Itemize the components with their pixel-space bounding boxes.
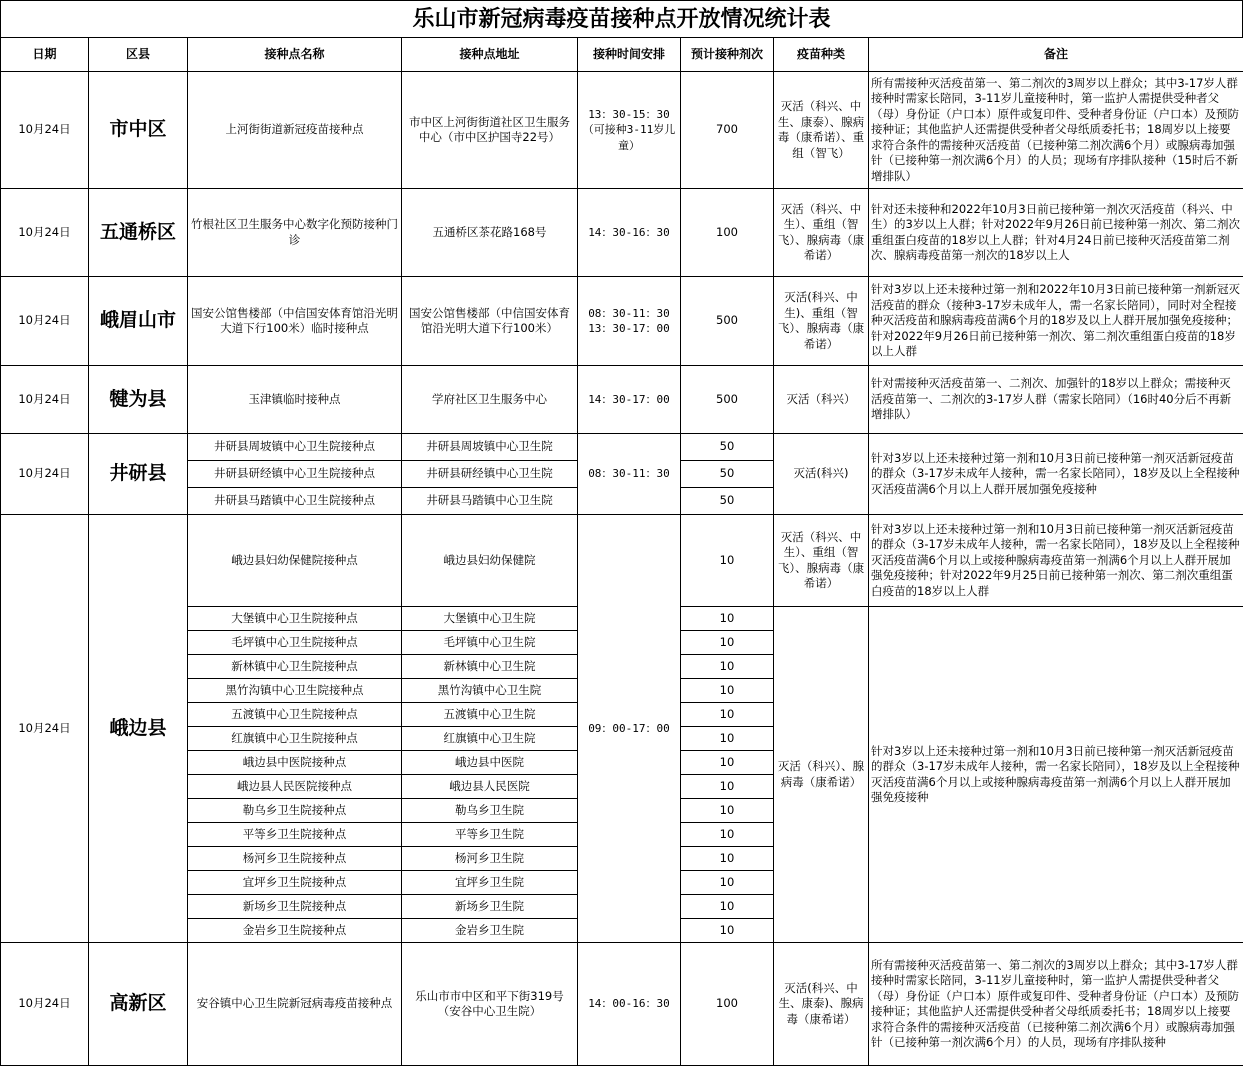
time-cell: 08：30-11：30 13：30-17：00 [578, 277, 681, 366]
doses-cell: 10 [681, 799, 774, 823]
vaccine-type-cell: 灭活（科兴）、腺病毒（康希诺） [774, 607, 869, 943]
site-address-cell: 五通桥区茶花路168号 [402, 189, 578, 277]
table-row [1, 434, 1243, 461]
site-address-cell: 峨边县中医院 [402, 751, 578, 775]
doses-cell: 10 [681, 655, 774, 679]
site-address-cell: 新林镇中心卫生院 [402, 655, 578, 679]
time-cell: 14：00-16：30 [578, 943, 681, 1066]
table-row [1, 943, 1243, 1066]
note-cell: 针对3岁以上还未接种过第一剂和10月3日前已接种第一剂灭活新冠疫苗的群众（3-17岁未成年人接种，需一名家长陪同），18岁及以上全程接种灭活疫苗满6个月以上或接种腺病毒疫苗第一剂满6个月以上人群开展加强免疫接种 [869, 607, 1243, 943]
vaccine-type-cell: 灭活（科兴、中生）、重组（智飞）、腺病毒（康希诺） [774, 189, 869, 277]
doses-cell: 10 [681, 895, 774, 919]
county-cell: 井研县 [89, 434, 188, 515]
vaccination-table [0, 37, 1243, 1066]
doses-cell: 10 [681, 871, 774, 895]
header-time: 接种时间安排 [578, 38, 681, 72]
county-cell: 犍为县 [89, 366, 188, 434]
site-address-cell: 峨边县妇幼保健院 [402, 515, 578, 607]
site-address-cell: 大堡镇中心卫生院 [402, 607, 578, 631]
site-address-cell: 毛坪镇中心卫生院 [402, 631, 578, 655]
site-name-cell: 平等乡卫生院接种点 [188, 823, 402, 847]
header-doses: 预计接种剂次 [681, 38, 774, 72]
table-row [1, 366, 1243, 434]
doses-cell: 10 [681, 847, 774, 871]
site-name-cell: 井研县研经镇中心卫生院接种点 [188, 461, 402, 488]
site-address-cell: 乐山市市中区和平下街319号（安谷中心卫生院） [402, 943, 578, 1066]
header-vaccine: 疫苗种类 [774, 38, 869, 72]
note-cell: 针对3岁以上还未接种过第一剂和2022年10月3日前已接种第一剂新冠灭活疫苗的群众（接种3-17岁未成年人，需一名家长陪同），同时对全程接种灭活疫苗和腺病毒疫苗满6个月的18岁及以上人群开展加强免疫接种；针对2022年9月26日前已接种第一剂次、第二剂次重组蛋白疫苗的18岁以上人群 [869, 277, 1243, 366]
time-cell: 09：00-17：00 [578, 515, 681, 943]
header-county: 区县 [89, 38, 188, 72]
vaccine-type-cell: 灭活（科兴、中生）、重组（智飞）、腺病毒（康希诺） [774, 515, 869, 607]
header-site-address: 接种点地址 [402, 38, 578, 72]
site-address-cell: 学府社区卫生服务中心 [402, 366, 578, 434]
date-cell: 10月24日 [1, 277, 89, 366]
site-name-cell: 杨河乡卫生院接种点 [188, 847, 402, 871]
site-name-cell: 峨边县妇幼保健院接种点 [188, 515, 402, 607]
county-cell: 市中区 [89, 72, 188, 189]
note-cell: 所有需接种灭活疫苗第一、第二剂次的3周岁以上群众；其中3-17岁人群接种时需家长陪同，3-11岁儿童接种时，第一监护人需提供受种者父（母）身份证（户口本）原件或复印件、受种者身份证（户口本）及预防接种证；其他监护人还需提供受种者父母纸质委托书；18周岁以上接要求符合条件的需接种灭活疫苗（已接种第二剂次满6个月）或腺病毒加强针（已接种第一剂次满6个月）的人员，现场有序排队接种 [869, 943, 1243, 1066]
county-cell: 峨边县 [89, 515, 188, 943]
vaccine-type-cell: 灭活（科兴、中生、康泰）、腺病毒（康希诺）、重组（智飞） [774, 72, 869, 189]
header-site-name: 接种点名称 [188, 38, 402, 72]
site-address-cell: 五渡镇中心卫生院 [402, 703, 578, 727]
doses-cell: 10 [681, 703, 774, 727]
site-address-cell: 峨边县人民医院 [402, 775, 578, 799]
site-address-cell: 新场乡卫生院 [402, 895, 578, 919]
doses-cell: 10 [681, 751, 774, 775]
doses-cell: 10 [681, 607, 774, 631]
site-name-cell: 金岩乡卫生院接种点 [188, 919, 402, 943]
doses-cell: 700 [681, 72, 774, 189]
date-cell: 10月24日 [1, 943, 89, 1066]
site-name-cell: 大堡镇中心卫生院接种点 [188, 607, 402, 631]
doses-cell: 10 [681, 631, 774, 655]
site-name-cell: 黑竹沟镇中心卫生院接种点 [188, 679, 402, 703]
date-cell: 10月24日 [1, 515, 89, 943]
site-address-cell: 平等乡卫生院 [402, 823, 578, 847]
site-name-cell: 红旗镇中心卫生院接种点 [188, 727, 402, 751]
time-cell: 08：30-11：30 [578, 434, 681, 515]
date-cell: 10月24日 [1, 189, 89, 277]
site-name-cell: 宜坪乡卫生院接种点 [188, 871, 402, 895]
site-name-cell: 峨边县人民医院接种点 [188, 775, 402, 799]
table-row [1, 515, 1243, 607]
note-cell: 所有需接种灭活疫苗第一、第二剂次的3周岁以上群众；其中3-17岁人群接种时需家长陪同，3-11岁儿童接种时，第一监护人需提供受种者父（母）身份证（户口本）原件或复印件、受种者身份证（户口本）及预防接种证；其他监护人还需提供受种者父母纸质委托书；18周岁以上接要求符合条件的需接种灭活疫苗（已接种第二剂次满6个月）或腺病毒加强针（已接种第一剂次满6个月）的人员；现场有序排队接种（15时后不新增排队） [869, 72, 1243, 189]
county-cell: 高新区 [89, 943, 188, 1066]
time-cell: 14：30-17：00 [578, 366, 681, 434]
vaccine-type-cell: 灭活(科兴、中生、康泰)、腺病毒（康希诺） [774, 943, 869, 1066]
site-address-cell: 井研县周坡镇中心卫生院 [402, 434, 578, 461]
note-cell: 针对3岁以上还未接种过第一剂和10月3日前已接种第一剂灭活新冠疫苗的群众（3-17岁未成年人接种，需一名家长陪同），18岁及以上全程接种灭活疫苗满6个月以上或接种腺病毒疫苗第一剂满6个月以上人群开展加强免疫接种；针对2022年9月25日前已接种第一剂次、第二剂次重组蛋白疫苗的18岁以上人群 [869, 515, 1243, 607]
doses-cell: 500 [681, 277, 774, 366]
header-note: 备注 [869, 38, 1243, 72]
note-cell: 针对3岁以上还未接种过第一剂和10月3日前已接种第一剂灭活新冠疫苗的群众（3-17岁未成年人接种，需一名家长陪同），18岁及以上全程接种灭活疫苗满6个月以上人群开展加强免疫接种 [869, 434, 1243, 515]
site-name-cell: 上河街街道新冠疫苗接种点 [188, 72, 402, 189]
site-name-cell: 井研县周坡镇中心卫生院接种点 [188, 434, 402, 461]
doses-cell: 500 [681, 366, 774, 434]
site-name-cell: 五渡镇中心卫生院接种点 [188, 703, 402, 727]
doses-cell: 10 [681, 919, 774, 943]
table-row [1, 72, 1243, 189]
site-name-cell: 勒乌乡卫生院接种点 [188, 799, 402, 823]
site-name-cell: 毛坪镇中心卫生院接种点 [188, 631, 402, 655]
table-row [1, 277, 1243, 366]
note-cell: 针对还未接种和2022年10月3日前已接种第一剂次灭活疫苗（科兴、中生）的3岁以上人群；针对2022年9月26日前已接种第一剂次、第二剂次重组蛋白疫苗的18岁以上人群；针对4月24日前已接种灭活疫苗第二剂次、腺病毒疫苗第一剂次的18岁以上人 [869, 189, 1243, 277]
doses-cell: 50 [681, 461, 774, 488]
doses-cell: 50 [681, 434, 774, 461]
vaccine-type-cell: 灭活（科兴） [774, 366, 869, 434]
doses-cell: 10 [681, 727, 774, 751]
site-name-cell: 玉津镇临时接种点 [188, 366, 402, 434]
site-address-cell: 井研县研经镇中心卫生院 [402, 461, 578, 488]
doses-cell: 10 [681, 775, 774, 799]
site-address-cell: 金岩乡卫生院 [402, 919, 578, 943]
site-address-cell: 井研县马踏镇中心卫生院 [402, 488, 578, 515]
doses-cell: 10 [681, 679, 774, 703]
time-cell: 14：30-16：30 [578, 189, 681, 277]
doses-cell: 100 [681, 943, 774, 1066]
date-cell: 10月24日 [1, 366, 89, 434]
table-row [1, 189, 1243, 277]
site-name-cell: 竹根社区卫生服务中心数字化预防接种门诊 [188, 189, 402, 277]
site-address-cell: 杨河乡卫生院 [402, 847, 578, 871]
table-body [1, 72, 1243, 1066]
vaccine-type-cell: 灭活(科兴、中生)、重组（智飞）、腺病毒（康希诺） [774, 277, 869, 366]
doses-cell: 10 [681, 823, 774, 847]
county-cell: 峨眉山市 [89, 277, 188, 366]
time-cell: 13：30-15：30 （可接种3-11岁儿童） [578, 72, 681, 189]
page-title: 乐山市新冠病毒疫苗接种点开放情况统计表 [0, 0, 1243, 37]
site-address-cell: 红旗镇中心卫生院 [402, 727, 578, 751]
site-name-cell: 峨边县中医院接种点 [188, 751, 402, 775]
doses-cell: 100 [681, 189, 774, 277]
date-cell: 10月24日 [1, 72, 89, 189]
doses-cell: 50 [681, 488, 774, 515]
site-name-cell: 井研县马踏镇中心卫生院接种点 [188, 488, 402, 515]
site-address-cell: 国安公馆售楼部（中信国安体育馆沿光明大道下行100米） [402, 277, 578, 366]
header-date: 日期 [1, 38, 89, 72]
note-cell: 针对需接种灭活疫苗第一、二剂次、加强针的18岁以上群众；需接种灭活疫苗第一、二剂次的3-17岁人群（需家长陪同）（16时40分后不再新增排队） [869, 366, 1243, 434]
date-cell: 10月24日 [1, 434, 89, 515]
site-name-cell: 国安公馆售楼部（中信国安体育馆沿光明大道下行100米）临时接种点 [188, 277, 402, 366]
site-name-cell: 安谷镇中心卫生院新冠病毒疫苗接种点 [188, 943, 402, 1066]
site-address-cell: 宜坪乡卫生院 [402, 871, 578, 895]
site-address-cell: 黑竹沟镇中心卫生院 [402, 679, 578, 703]
vaccine-type-cell: 灭活(科兴) [774, 434, 869, 515]
header-row [1, 38, 1243, 72]
site-address-cell: 勒乌乡卫生院 [402, 799, 578, 823]
site-address-cell: 市中区上河街街道社区卫生服务中心（市中区护国寺22号） [402, 72, 578, 189]
doses-cell: 10 [681, 515, 774, 607]
county-cell: 五通桥区 [89, 189, 188, 277]
site-name-cell: 新场乡卫生院接种点 [188, 895, 402, 919]
site-name-cell: 新林镇中心卫生院接种点 [188, 655, 402, 679]
